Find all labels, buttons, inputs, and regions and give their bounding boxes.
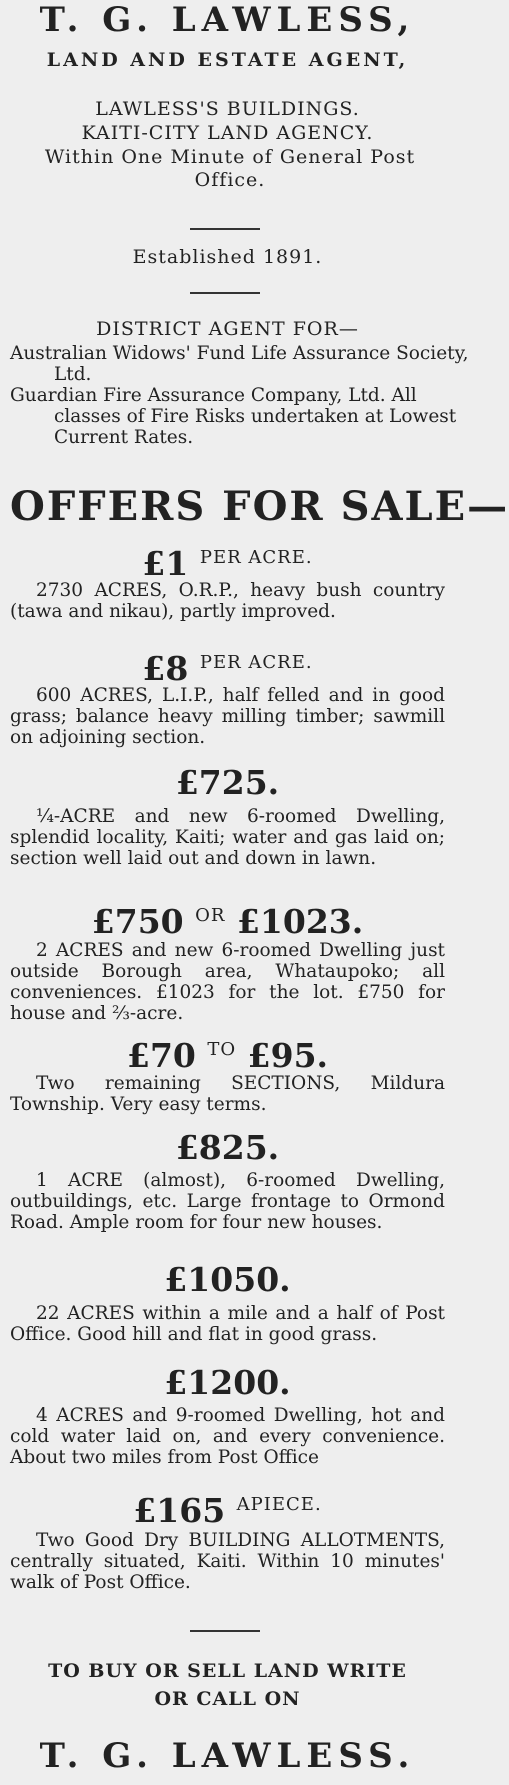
listing-price: £165 $^{APIECE.}$ xyxy=(133,1491,322,1530)
address-line-3: Within One Minute of General Post Office. xyxy=(44,146,416,191)
listing-description: 2 ACRES and new 6-roomed Dwelling just outside Borough area, Whataupoko; all conveniences. £1023 for the lot. £750 for house and ⅔-acre. xyxy=(10,940,445,1024)
divider xyxy=(190,1630,260,1632)
listing-price: £1 $^{PER ACRE.}$ xyxy=(142,544,313,583)
listing-price: £750 $^{OR}$ £1023. xyxy=(91,902,364,941)
listing-description: ¼-ACRE and new 6-roomed Dwelling, splendid locality, Kaiti; water and gas laid on; section well laid out and down in lawn. xyxy=(10,806,445,869)
footer-name: T. G. LAWLESS. xyxy=(39,1736,416,1776)
listing-description: 4 ACRES and 9-roomed Dwelling, hot and cold water laid on, and every convenience. About two miles from Post Office xyxy=(10,1405,445,1468)
listing-price: £725. xyxy=(175,763,280,802)
advertiser-profession: LAND AND ESTATE AGENT, xyxy=(46,49,409,71)
agency-line-1: Australian Widows' Fund Life Assurance Society, Ltd. xyxy=(10,343,469,385)
advertiser-name: T. G. LAWLESS, xyxy=(39,0,416,40)
listing-price: £8 $^{PER ACRE.}$ xyxy=(142,649,313,688)
footer-line-1: TO BUY OR SELL LAND WRITE xyxy=(48,1660,407,1682)
listing-price: £1200. xyxy=(164,1363,291,1402)
address-line-1: LAWLESS'S BUILDINGS. xyxy=(95,98,360,120)
established-line: Established 1891. xyxy=(132,246,323,268)
listing-description: Two remaining SECTIONS, Mildura Township. Very easy terms. xyxy=(10,1073,445,1115)
listing-price: £825. xyxy=(175,1128,280,1167)
listing-price: £70 $^{TO}$ £95. xyxy=(126,1036,329,1075)
footer-line-2: OR CALL ON xyxy=(154,1688,301,1710)
agency-heading: DISTRICT AGENT FOR— xyxy=(96,318,359,340)
listing-description: 1 ACRE (almost), 6-roomed Dwelling, outbuildings, etc. Large frontage to Ormond Road. Ample room for four new houses. xyxy=(10,1170,445,1233)
listing-price: £1050. xyxy=(164,1260,291,1299)
agency-line-2: Guardian Fire Assurance Company, Ltd. All classes of Fire Risks undertaken at Lowest Current Rates. xyxy=(10,385,457,448)
listing-description: 2730 ACRES, O.R.P., heavy bush country (tawa and nikau), partly improved. xyxy=(10,580,445,622)
listing-description: Two Good Dry BUILDING ALLOTMENTS, centrally situated, Kaiti. Within 10 minutes' walk of Post Office. xyxy=(10,1530,445,1593)
address-line-2: KAITI-CITY LAND AGENCY. xyxy=(81,122,374,144)
divider xyxy=(190,228,260,230)
divider xyxy=(190,292,260,294)
listing-description: 22 ACRES within a mile and a half of Post Office. Good hill and flat in good grass. xyxy=(10,1303,445,1345)
listing-description: 600 ACRES, L.I.P., half felled and in good grass; balance heavy milling timber; sawmill on adjoining section. xyxy=(10,685,445,748)
offers-heading: OFFERS FOR SALE— xyxy=(10,483,509,530)
